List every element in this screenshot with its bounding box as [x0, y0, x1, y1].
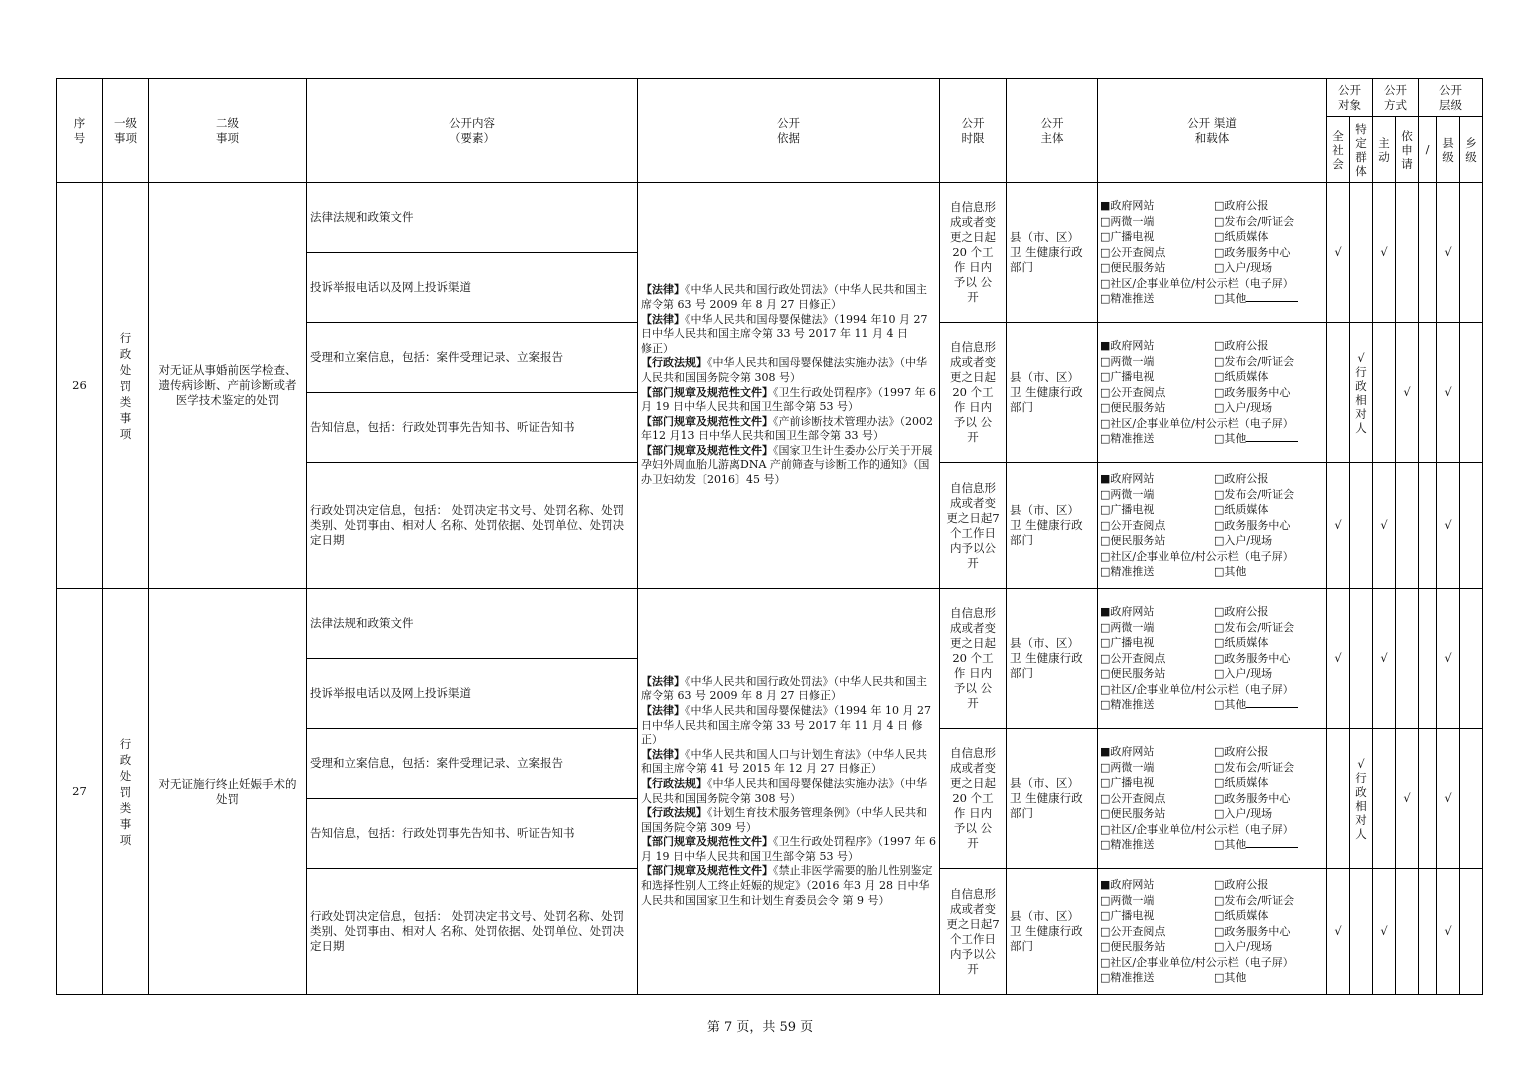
- content-cell: 受理和立案信息，包括：案件受理记录、立案报告: [307, 729, 638, 799]
- channel-cell: [1098, 463, 1327, 589]
- channel-convenience: □便民服务站: [1100, 534, 1166, 548]
- content-cell: 告知信息，包括：行政处罚事先告知书、听证告知书: [307, 393, 638, 463]
- empty-cell: [1396, 183, 1419, 323]
- basis-tag: 【部门规章及规范性文件】: [641, 414, 773, 428]
- channel-cell: [1098, 183, 1327, 323]
- basis-tag: 【部门规章及规范性文件】: [641, 443, 773, 457]
- check-all-society: √: [1327, 183, 1350, 323]
- check-specific-group: [1350, 729, 1373, 869]
- check-all-society: √: [1327, 463, 1350, 589]
- channel-two-micro: □两微一端: [1100, 893, 1155, 907]
- channel-community: □社区/企事业单位/村公示栏（电子屏）: [1100, 276, 1294, 290]
- channel-convenience: □便民服务站: [1100, 261, 1166, 275]
- channel-paper: □纸质媒体: [1214, 230, 1269, 244]
- content-cell: 法律法规和政策文件: [307, 183, 638, 253]
- basis-text: 《国家卫生计生委办公厅关于开展孕妇外周血胎儿游离DNA 产前筛查与诊断工作的通知》（国办卫妇幼发〔2016〕45 号）: [641, 443, 933, 487]
- basis-text: 《禁止非医学需要的胎儿性别鉴定和选择性别人工终止妊娠的规定》（2016 年3 月 28 日中华人民共和国国家卫生和计划生育委员会令 第 9 号）: [641, 864, 933, 907]
- check-active: √: [1373, 463, 1396, 589]
- basis-text: 《中华人民共和国母婴保健法实施办法》（中华人民共和国国务院令第 308 号）: [641, 776, 927, 805]
- check-specific-group-mark: √: [1357, 756, 1365, 771]
- channel-other-label: □其他: [1214, 698, 1247, 712]
- check-county: √: [1437, 183, 1460, 323]
- empty-cell: [1419, 323, 1437, 463]
- channel-broadcast: □广播电视: [1100, 503, 1155, 517]
- channel-service-center: □政务服务中心: [1214, 651, 1291, 665]
- channel-cell: [1098, 589, 1327, 729]
- empty-cell: [1373, 729, 1396, 869]
- check-county: √: [1437, 729, 1460, 869]
- channel-door: □入户/现场: [1214, 261, 1273, 275]
- empty-cell: [1350, 589, 1373, 729]
- channel-two-micro: □两微一端: [1100, 354, 1155, 368]
- page-footer: 第 7 页，共 59 页: [706, 1020, 814, 1035]
- header-time: 公开 时限: [940, 79, 1007, 183]
- basis-text: 《计划生育技术服务管理条例》（中华人民共和国国务院令第 309 号）: [641, 806, 927, 834]
- channel-convenience: □便民服务站: [1100, 401, 1166, 415]
- channel-service-center: □政务服务中心: [1214, 791, 1291, 805]
- empty-cell: [1460, 463, 1483, 589]
- channel-cell: [1098, 323, 1327, 463]
- content-cell: 法律法规和政策文件: [307, 589, 638, 659]
- basis-entry: [641, 704, 936, 748]
- channel-other: [1214, 291, 1324, 307]
- content-cell: 投诉举报电话以及网上投诉渠道: [307, 659, 638, 729]
- channel-press: □发布会/听证会: [1214, 893, 1295, 907]
- header-active-text: 主动: [1378, 135, 1390, 164]
- basis-tag: 【行政法规】: [641, 806, 707, 820]
- basis-cell: [638, 183, 940, 589]
- publisher: 县（市、区） 卫 生健康行政 部门: [1007, 589, 1098, 729]
- publisher: 县（市、区） 卫 生健康行政 部门: [1007, 183, 1098, 323]
- basis-tag: 【法律】: [641, 747, 685, 761]
- header-object-group: 公开 对象: [1327, 79, 1373, 117]
- channel-list: [1098, 876, 1326, 987]
- item-level1-text: 行政处罚类事项: [119, 330, 132, 441]
- related-party-text: 行政相对人: [1355, 364, 1367, 435]
- channel-broadcast: □广播电视: [1100, 230, 1155, 244]
- content-cell: 行政处罚决定信息，包括： 处罚决定书文号、处罚名称、处罚类别、处罚事由、相对人 名称、处罚依据、处罚单位、处罚决定日期: [307, 463, 638, 589]
- underline: [1246, 697, 1298, 708]
- related-party-text: 行政相对人: [1355, 770, 1367, 841]
- channel-door: □入户/现场: [1214, 534, 1273, 548]
- header-level-group: 公开 层级: [1419, 79, 1483, 117]
- channel-gov-site: ■政府网站: [1100, 605, 1155, 619]
- channel-other: [1214, 837, 1324, 853]
- empty-cell: [1350, 869, 1373, 995]
- basis-entry: [641, 675, 936, 704]
- check-county: √: [1437, 463, 1460, 589]
- time-limit: 自信息形 成或者变 更之日起 20 个工 作 日内 予以 公 开: [940, 589, 1007, 729]
- basis-tag: 【行政法规】: [641, 356, 707, 370]
- empty-cell: [1419, 869, 1437, 995]
- channel-broadcast: □广播电视: [1100, 776, 1155, 790]
- underline: [1246, 291, 1298, 302]
- disclosure-table: [56, 78, 1483, 995]
- basis-tag: 【部门规章及规范性文件】: [641, 864, 773, 878]
- header-seq: 序 号: [57, 79, 103, 183]
- channel-press: □发布会/听证会: [1214, 487, 1295, 501]
- channel-gov-bulletin: □政府公报: [1214, 199, 1269, 213]
- item-seq: 27: [57, 589, 103, 995]
- channel-gov-site: ■政府网站: [1100, 878, 1155, 892]
- check-specific-group: [1350, 323, 1373, 463]
- item-level1: [103, 589, 149, 995]
- content-cell: 投诉举报电话以及网上投诉渠道: [307, 253, 638, 323]
- basis-text: 《中华人民共和国母婴保健法》（1994 年 10 月 27 日中华人民共和国主席令第 33 号 2017 年 11 月 4 日 修正）: [641, 703, 931, 747]
- header-level1: 一级 事项: [103, 79, 149, 183]
- header-county-text: 县级: [1442, 135, 1454, 164]
- basis-cell: [638, 589, 940, 995]
- channel-door: □入户/现场: [1214, 401, 1273, 415]
- time-limit: 自信息形 成或者变 更之日起 20 个工 作 日内 予以 公 开: [940, 729, 1007, 869]
- basis-entry: [641, 415, 936, 444]
- channel-two-micro: □两微一端: [1100, 487, 1155, 501]
- header-town: [1460, 117, 1483, 183]
- item-seq: 26: [57, 183, 103, 589]
- basis-entry: [641, 835, 936, 864]
- channel-gov-bulletin: □政府公报: [1214, 339, 1269, 353]
- channel-community: □社区/企事业单位/村公示栏（电子屏）: [1100, 416, 1294, 430]
- channel-press: □发布会/听证会: [1214, 214, 1295, 228]
- check-active: √: [1373, 183, 1396, 323]
- item-level1: [103, 183, 149, 589]
- empty-cell: [1419, 183, 1437, 323]
- channel-paper: □纸质媒体: [1214, 909, 1269, 923]
- basis-entry: [641, 313, 936, 357]
- time-limit: 自信息形 成或者变 更之日起7 个工作日 内予以公 开: [940, 869, 1007, 995]
- channel-precise: □精准推送: [1100, 971, 1155, 985]
- channel-community: □社区/企事业单位/村公示栏（电子屏）: [1100, 822, 1294, 836]
- channel-gov-bulletin: □政府公报: [1214, 745, 1269, 759]
- channel-two-micro: □两微一端: [1100, 620, 1155, 634]
- channel-broadcast: □广播电视: [1100, 909, 1155, 923]
- channel-reading: □公开查阅点: [1100, 245, 1166, 259]
- basis-text: 《中华人民共和国行政处罚法》（中华人民共和国主席令第 63 号 2009 年 8 月 27 日修正）: [641, 283, 927, 311]
- channel-gov-site: ■政府网站: [1100, 472, 1155, 486]
- channel-list: [1098, 603, 1326, 714]
- channel-reading: □公开查阅点: [1100, 385, 1166, 399]
- header-all-society: [1327, 117, 1350, 183]
- check-active: √: [1373, 589, 1396, 729]
- basis-text: 《卫生行政处罚程序》（1997 年 6 月 19 日中华人民共和国卫生部令第 53 号）: [641, 385, 936, 414]
- channel-community: □社区/企事业单位/村公示栏（电子屏）: [1100, 955, 1294, 969]
- empty-cell: [1327, 729, 1350, 869]
- channel-paper: □纸质媒体: [1214, 370, 1269, 384]
- channel-community: □社区/企事业单位/村公示栏（电子屏）: [1100, 682, 1294, 696]
- channel-gov-site: ■政府网站: [1100, 339, 1155, 353]
- channel-other: [1214, 970, 1324, 986]
- underline: [1246, 431, 1298, 442]
- basis-entry: [641, 356, 936, 385]
- check-active: √: [1373, 869, 1396, 995]
- time-limit: 自信息形 成或者变 更之日起 20 个工 作 日内 予以 公 开: [940, 183, 1007, 323]
- header-channel: 公开 渠道 和载体: [1098, 79, 1327, 183]
- time-limit: 自信息形 成或者变 更之日起 20 个工 作 日内 予以 公 开: [940, 323, 1007, 463]
- content-cell: 告知信息，包括：行政处罚事先告知书、听证告知书: [307, 799, 638, 869]
- time-limit: 自信息形 成或者变 更之日起7 个工作日 内予以公 开: [940, 463, 1007, 589]
- header-on-request-text: 依申请: [1401, 128, 1413, 171]
- channel-service-center: □政务服务中心: [1214, 924, 1291, 938]
- empty-cell: [1373, 323, 1396, 463]
- basis-entry: [641, 444, 936, 488]
- channel-broadcast: □广播电视: [1100, 636, 1155, 650]
- empty-cell: [1419, 589, 1437, 729]
- channel-list: [1098, 743, 1326, 854]
- header-level2: 二级 事项: [149, 79, 307, 183]
- empty-cell: [1396, 869, 1419, 995]
- basis-text: 《中华人民共和国行政处罚法》（中华人民共和国主席令第 63 号 2009 年 8 月 27 日修正）: [641, 674, 927, 703]
- channel-two-micro: □两微一端: [1100, 760, 1155, 774]
- empty-cell: [1460, 183, 1483, 323]
- header-specific-group: [1350, 117, 1373, 183]
- basis-entry: [641, 386, 936, 415]
- header-all-society-text: 全社会: [1332, 128, 1344, 171]
- empty-cell: [1460, 869, 1483, 995]
- channel-service-center: □政务服务中心: [1214, 385, 1291, 399]
- check-all-society: √: [1327, 589, 1350, 729]
- empty-cell: [1419, 463, 1437, 589]
- channel-paper: □纸质媒体: [1214, 776, 1269, 790]
- channel-two-micro: □两微一端: [1100, 214, 1155, 228]
- channel-gov-bulletin: □政府公报: [1214, 878, 1269, 892]
- channel-reading: □公开查阅点: [1100, 518, 1166, 532]
- empty-cell: [1350, 463, 1373, 589]
- channel-convenience: □便民服务站: [1100, 667, 1166, 681]
- empty-cell: [1419, 729, 1437, 869]
- basis-tag: 【法律】: [641, 312, 685, 326]
- channel-precise: □精准推送: [1100, 838, 1155, 852]
- check-all-society: √: [1327, 869, 1350, 995]
- channel-reading: □公开查阅点: [1100, 924, 1166, 938]
- channel-press: □发布会/听证会: [1214, 620, 1295, 634]
- empty-cell: [1350, 183, 1373, 323]
- channel-press: □发布会/听证会: [1214, 760, 1295, 774]
- channel-gov-site: ■政府网站: [1100, 745, 1155, 759]
- table-body: [57, 183, 1483, 995]
- channel-convenience: □便民服务站: [1100, 940, 1166, 954]
- channel-other: [1214, 431, 1324, 447]
- channel-door: □入户/现场: [1214, 667, 1273, 681]
- header-county: [1437, 117, 1460, 183]
- empty-cell: [1327, 323, 1350, 463]
- content-cell: 受理和立案信息，包括：案件受理记录、立案报告: [307, 323, 638, 393]
- channel-other: [1214, 697, 1324, 713]
- basis-text: 《卫生行政处罚程序》（1997 年 6 月 19 日中华人民共和国卫生部令第 53 号）: [641, 835, 936, 863]
- channel-community: □社区/企事业单位/村公示栏（电子屏）: [1100, 549, 1294, 563]
- channel-cell: [1098, 729, 1327, 869]
- channel-other-label: □其他: [1214, 838, 1247, 852]
- channel-other: [1214, 564, 1324, 580]
- header-active: [1373, 117, 1396, 183]
- channel-door: □入户/现场: [1214, 940, 1273, 954]
- item-level2: 对无证施行终止妊娠手术的处罚: [149, 589, 307, 995]
- header-subject: 公开 主体: [1007, 79, 1098, 183]
- header-on-request: [1396, 117, 1419, 183]
- channel-convenience: □便民服务站: [1100, 807, 1166, 821]
- basis-text: 《产前诊断技术管理办法》（2002 年12 月13 日中华人民共和国卫生部令第 33 号）: [641, 414, 933, 443]
- empty-cell: [1396, 589, 1419, 729]
- underline: [1246, 837, 1298, 848]
- basis-text: 《中华人民共和国人口与计划生育法》（中华人民共和国主席令第 41 号 2015 年 12 月 27 日修正）: [641, 747, 927, 776]
- channel-precise: □精准推送: [1100, 698, 1155, 712]
- content-cell: 行政处罚决定信息，包括： 处罚决定书文号、处罚名称、处罚类别、处罚事由、相对人 名称、处罚依据、处罚单位、处罚决定日期: [307, 869, 638, 995]
- channel-other-label: □其他: [1214, 971, 1247, 985]
- channel-cell: [1098, 869, 1327, 995]
- channel-paper: □纸质媒体: [1214, 503, 1269, 517]
- publisher: 县（市、区） 卫 生健康行政 部门: [1007, 463, 1098, 589]
- channel-other-label: □其他: [1214, 565, 1247, 579]
- header-town-text: 乡级: [1465, 135, 1477, 164]
- channel-gov-bulletin: □政府公报: [1214, 605, 1269, 619]
- publisher: 县（市、区） 卫 生健康行政 部门: [1007, 729, 1098, 869]
- basis-entry: [641, 864, 936, 908]
- basis-entry: [641, 748, 936, 777]
- channel-list: [1098, 197, 1326, 308]
- basis-tag: 【法律】: [641, 703, 685, 717]
- channel-service-center: □政务服务中心: [1214, 245, 1291, 259]
- basis-entry: [641, 806, 936, 835]
- channel-precise: □精准推送: [1100, 565, 1155, 579]
- channel-paper: □纸质媒体: [1214, 636, 1269, 650]
- item-level2: 对无证从事婚前医学检查、遗传病诊断、产前诊断或者医学技术鉴定的处罚: [149, 183, 307, 589]
- basis-tag: 【法律】: [641, 283, 685, 297]
- channel-gov-bulletin: □政府公报: [1214, 472, 1269, 486]
- basis-entry: [641, 777, 936, 806]
- basis-tag: 【法律】: [641, 674, 685, 688]
- table-row: [57, 589, 1483, 659]
- channel-precise: □精准推送: [1100, 292, 1155, 306]
- channel-other-label: □其他: [1214, 432, 1247, 446]
- publisher: 县（市、区） 卫 生健康行政 部门: [1007, 323, 1098, 463]
- basis-tag: 【行政法规】: [641, 776, 707, 790]
- header-method-group: 公开 方式: [1373, 79, 1419, 117]
- item-level1-text: 行政处罚类事项: [119, 736, 132, 847]
- basis-text: 《中华人民共和国母婴保健法实施办法》（中华人民共和国国务院令第 308 号）: [641, 356, 927, 384]
- empty-cell: [1460, 729, 1483, 869]
- publisher: 县（市、区） 卫 生健康行政 部门: [1007, 869, 1098, 995]
- check-county: √: [1437, 323, 1460, 463]
- header-content: 公开内容 （要素）: [307, 79, 638, 183]
- header-slash: /: [1419, 117, 1437, 183]
- channel-service-center: □政务服务中心: [1214, 518, 1291, 532]
- basis-tag: 【部门规章及规范性文件】: [641, 835, 773, 849]
- channel-reading: □公开查阅点: [1100, 651, 1166, 665]
- channel-list: [1098, 337, 1326, 448]
- check-county: √: [1437, 869, 1460, 995]
- empty-cell: [1460, 589, 1483, 729]
- header-basis: 公开 依据: [638, 79, 940, 183]
- table-row: [57, 183, 1483, 253]
- check-on-request: √: [1396, 729, 1419, 869]
- header-specific-group-text: 特定群体: [1355, 121, 1367, 178]
- empty-cell: [1460, 323, 1483, 463]
- check-county: √: [1437, 589, 1460, 729]
- channel-reading: □公开查阅点: [1100, 791, 1166, 805]
- channel-gov-site: ■政府网站: [1100, 199, 1155, 213]
- check-specific-group-mark: √: [1357, 350, 1365, 365]
- basis-tag: 【部门规章及规范性文件】: [641, 385, 773, 399]
- basis-entry: [641, 283, 936, 312]
- channel-other-label: □其他: [1214, 292, 1247, 306]
- channel-precise: □精准推送: [1100, 432, 1155, 446]
- basis-text: 《中华人民共和国母婴保健法》（1994 年10 月 27 日中华人民共和国主席令第 33 号 2017 年 11 月 4 日 修正）: [641, 312, 928, 355]
- channel-door: □入户/现场: [1214, 807, 1273, 821]
- channel-broadcast: □广播电视: [1100, 370, 1155, 384]
- channel-list: [1098, 470, 1326, 581]
- check-on-request: √: [1396, 323, 1419, 463]
- empty-cell: [1396, 463, 1419, 589]
- channel-press: □发布会/听证会: [1214, 354, 1295, 368]
